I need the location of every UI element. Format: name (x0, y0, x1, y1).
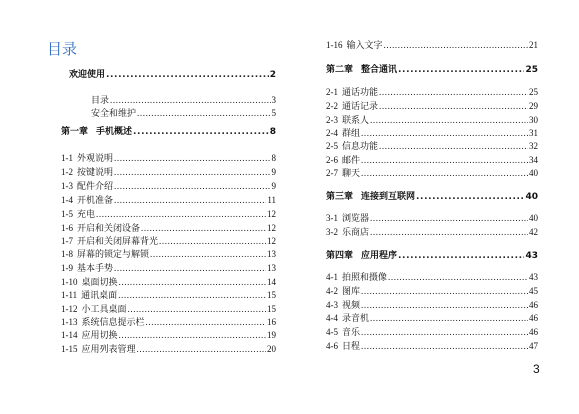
toc-entry-row (61, 95, 276, 106)
toc-leader-dots (119, 277, 266, 288)
toc-entry-row (326, 213, 538, 224)
toc-entry-title: 连接到互联网 (361, 192, 416, 202)
toc-leader-dots (379, 101, 528, 112)
toc-entry-title: 手机概述 (96, 127, 133, 137)
toc-entry-title: 浏览器 (342, 213, 370, 223)
toc-entry-row (61, 153, 276, 164)
toc-entry-title: 小工具桌面 (81, 304, 127, 314)
toc-entry-page: 13 (267, 249, 276, 259)
toc-entry-row (61, 344, 276, 355)
toc-entry-number: 2-2 (326, 101, 338, 111)
toc-entry-page: 11 (267, 195, 276, 205)
toc-entry-number: 1-9 (61, 263, 73, 273)
toc-entry-title: 整合通讯 (361, 65, 398, 75)
toc-entry-row (61, 167, 276, 178)
toc-entry-title: 安全和维护 (91, 108, 137, 118)
toc-leader-dots (114, 153, 270, 164)
toc-entry-title: 外观说明 (77, 153, 114, 163)
toc-leader-dots (379, 87, 528, 98)
toc-entry-page: 40 (529, 168, 538, 178)
toc-entry-page: 15 (267, 304, 276, 314)
toc-entry-row (326, 128, 538, 139)
toc-entry-title: 欢迎使用 (69, 70, 106, 80)
toc-entry-number: 1-1 (61, 153, 73, 163)
toc-entry-title: 充电 (77, 209, 96, 219)
toc-leader-dots (114, 167, 270, 178)
toc-leader-dots (398, 251, 524, 262)
toc-entry-number: 2-5 (326, 141, 338, 151)
toc-entry-page: 15 (267, 290, 276, 300)
toc-entry-row (326, 101, 538, 112)
toc-entry-row (326, 327, 538, 338)
toc-entry-page: 29 (529, 101, 538, 111)
toc-entry-title: 目录 (91, 95, 110, 105)
toc-entry-title: 应用列表管理 (81, 344, 136, 354)
toc-entry-page: 2 (269, 70, 276, 80)
toc-entry-row (61, 249, 276, 260)
toc-entry-title: 应用程序 (361, 251, 398, 261)
toc-entry-row (326, 168, 538, 179)
toc-leader-dots (150, 249, 266, 260)
page-number: 3 (533, 362, 540, 376)
toc-entry-page: 9 (271, 181, 276, 191)
toc-entry-row (326, 272, 538, 283)
toc-chapter-row (326, 251, 538, 262)
toc-leader-dots (361, 341, 528, 352)
toc-entry-number: 第四章 (326, 251, 354, 261)
toc-entry-page: 43 (525, 251, 538, 261)
toc-entry-title: 基本手势 (77, 263, 114, 273)
toc-chapter-row (326, 65, 538, 76)
toc-entry-page: 16 (267, 317, 276, 327)
toc-leader-dots (118, 290, 266, 301)
toc-entry-row (326, 227, 538, 238)
toc-leader-dots (384, 40, 528, 51)
toc-leader-dots (137, 108, 270, 119)
toc-entry-page: 40 (525, 192, 538, 202)
toc-entry-row (61, 290, 276, 301)
toc-entry-number: 1-5 (61, 209, 73, 219)
toc-entry-row (61, 330, 276, 341)
toc-entry-title: 开启和关闭屏幕背光 (77, 236, 159, 246)
toc-leader-dots (416, 192, 524, 203)
toc-entry-title: 邮件 (342, 155, 361, 165)
toc-entry-row (61, 209, 276, 220)
toc-entry-number: 1-12 (61, 304, 78, 314)
toc-entry-number: 3-1 (326, 213, 338, 223)
toc-entry-page: 46 (529, 300, 538, 310)
toc-entry-page: 40 (529, 213, 538, 223)
toc-leader-dots (96, 209, 266, 220)
toc-entry-title: 图库 (342, 286, 361, 296)
toc-entry-title: 音乐 (342, 327, 361, 337)
toc-leader-dots (370, 213, 528, 224)
toc-entry-title: 录音机 (342, 313, 370, 323)
toc-leader-dots (361, 327, 528, 338)
toc-leader-dots (370, 115, 528, 126)
toc-entry-row (326, 141, 538, 152)
toc-entry-page: 12 (267, 236, 276, 246)
toc-entry-title: 通话功能 (342, 87, 379, 97)
toc-entry-page: 3 (271, 95, 276, 105)
toc-entry-page: 47 (529, 341, 538, 351)
toc-entry-number: 第一章 (61, 127, 89, 137)
toc-entry-page: 14 (267, 277, 276, 287)
toc-entry-number: 1-8 (61, 249, 73, 259)
toc-entry-number: 4-3 (326, 300, 338, 310)
toc-entry-number: 3-2 (326, 227, 338, 237)
toc-entry-page: 9 (271, 167, 276, 177)
toc-chapter-row (61, 127, 276, 138)
toc-entry-title: 通话记录 (342, 101, 379, 111)
toc-leader-dots (361, 168, 528, 179)
toc-entry-number: 4-1 (326, 272, 338, 282)
toc-leader-dots (114, 195, 266, 206)
toc-entry-page: 45 (529, 286, 538, 296)
toc-entry-title: 拍照和摄像 (342, 272, 388, 282)
toc-entry-number: 1-6 (61, 223, 73, 233)
toc-entry-number: 1-13 (61, 317, 78, 327)
toc-entry-number: 4-4 (326, 313, 338, 323)
toc-leader-dots (119, 330, 266, 341)
toc-leader-dots (141, 223, 266, 234)
toc-entry-title: 通讯桌面 (81, 290, 118, 300)
toc-entry-row (61, 108, 276, 119)
toc-entry-row (326, 286, 538, 297)
toc-entry-title: 系统信息提示栏 (81, 317, 145, 327)
toc-leader-dots (388, 272, 528, 283)
toc-leader-dots (137, 344, 266, 355)
toc-entry-title: 日程 (342, 341, 361, 351)
toc-entry-title: 联系人 (342, 115, 370, 125)
toc-leader-dots (146, 317, 266, 328)
toc-entry-row (61, 263, 276, 274)
toc-entry-row (61, 317, 276, 328)
toc-entry-row (326, 341, 538, 352)
toc-entry-number: 4-5 (326, 327, 338, 337)
toc-entry-row (61, 304, 276, 315)
toc-entry-title: 应用切换 (81, 330, 118, 340)
toc-entry-page: 8 (271, 153, 276, 163)
toc-entry-number: 1-4 (61, 195, 73, 205)
toc-entry-title: 群组 (342, 128, 361, 138)
toc-entry-number: 第三章 (326, 192, 354, 202)
toc-entry-number: 1-14 (61, 330, 78, 340)
toc-entry-number: 2-7 (326, 168, 338, 178)
toc-entry-title: 信息功能 (342, 141, 379, 151)
toc-entry-row (326, 115, 538, 126)
toc-chapter-row (61, 70, 276, 81)
toc-entry-number: 1-10 (61, 277, 78, 287)
toc-entry-number: 2-6 (326, 155, 338, 165)
toc-entry-page: 25 (529, 87, 538, 97)
toc-leader-dots (370, 227, 528, 238)
toc-entry-number: 4-2 (326, 286, 338, 296)
toc-entry-page: 12 (267, 223, 276, 233)
toc-entry-page: 13 (267, 263, 276, 273)
toc-entry-row (326, 87, 538, 98)
toc-entry-page: 20 (267, 344, 276, 354)
toc-entry-number: 2-3 (326, 115, 338, 125)
toc-leader-dots (361, 155, 528, 166)
toc-entry-page: 42 (529, 227, 538, 237)
toc-entry-page: 30 (529, 115, 538, 125)
toc-leader-dots (398, 65, 524, 76)
toc-entry-title: 屏幕的锁定与解锁 (77, 249, 150, 259)
toc-entry-page: 19 (267, 330, 276, 340)
toc-entry-page: 34 (529, 155, 538, 165)
toc-entry-row (326, 300, 538, 311)
toc-leader-dots (159, 236, 266, 247)
toc-entry-row (61, 277, 276, 288)
toc-leader-dots (110, 95, 270, 106)
toc-entry-row (326, 313, 538, 324)
toc-entry-page: 25 (525, 65, 538, 75)
toc-chapter-row (326, 192, 538, 203)
toc-entry-number: 4-6 (326, 341, 338, 351)
toc-entry-page: 8 (269, 127, 276, 137)
toc-entry-title: 开机准备 (77, 195, 114, 205)
page-title: 目录 (47, 40, 78, 58)
toc-leader-dots (379, 141, 528, 152)
toc-entry-title: 视频 (342, 300, 361, 310)
toc-entry-row (326, 155, 538, 166)
toc-entry-title: 桌面切换 (81, 277, 118, 287)
toc-entry-number: 2-4 (326, 128, 338, 138)
toc-entry-title: 按键说明 (77, 167, 114, 177)
toc-leader-dots (114, 263, 266, 274)
toc-leader-dots (361, 300, 528, 311)
toc-entry-row (61, 181, 276, 192)
toc-entry-page: 32 (529, 141, 538, 151)
toc-entry-row (61, 236, 276, 247)
toc-leader-dots (114, 181, 270, 192)
toc-entry-page: 12 (267, 209, 276, 219)
toc-entry-page: 43 (529, 272, 538, 282)
toc-leader-dots (106, 70, 269, 81)
toc-entry-page: 21 (529, 40, 538, 50)
toc-entry-row (326, 40, 538, 51)
toc-entry-title: 配件介绍 (77, 181, 114, 191)
toc-entry-number: 2-1 (326, 87, 338, 97)
toc-leader-dots (128, 304, 266, 315)
toc-entry-page: 31 (529, 128, 538, 138)
toc-entry-number: 1-15 (61, 344, 78, 354)
toc-entry-number: 1-2 (61, 167, 73, 177)
toc-leader-dots (361, 128, 528, 139)
toc-leader-dots (370, 313, 528, 324)
toc-entry-row (61, 195, 276, 206)
toc-entry-number: 1-7 (61, 236, 73, 246)
toc-leader-dots (133, 127, 269, 138)
toc-entry-title: 开启和关闭设备 (77, 223, 141, 233)
toc-entry-title: 聊天 (342, 168, 361, 178)
toc-leader-dots (361, 286, 528, 297)
toc-entry-number: 第二章 (326, 65, 354, 75)
toc-entry-page: 46 (529, 313, 538, 323)
toc-entry-page: 46 (529, 327, 538, 337)
toc-entry-number: 1-11 (61, 290, 78, 300)
toc-entry-page: 5 (271, 108, 276, 118)
toc-entry-title: 输入文字 (346, 40, 383, 50)
toc-entry-title: 乐商店 (342, 227, 370, 237)
toc-entry-number: 1-16 (326, 40, 343, 50)
toc-entry-number: 1-3 (61, 181, 73, 191)
toc-entry-row (61, 223, 276, 234)
